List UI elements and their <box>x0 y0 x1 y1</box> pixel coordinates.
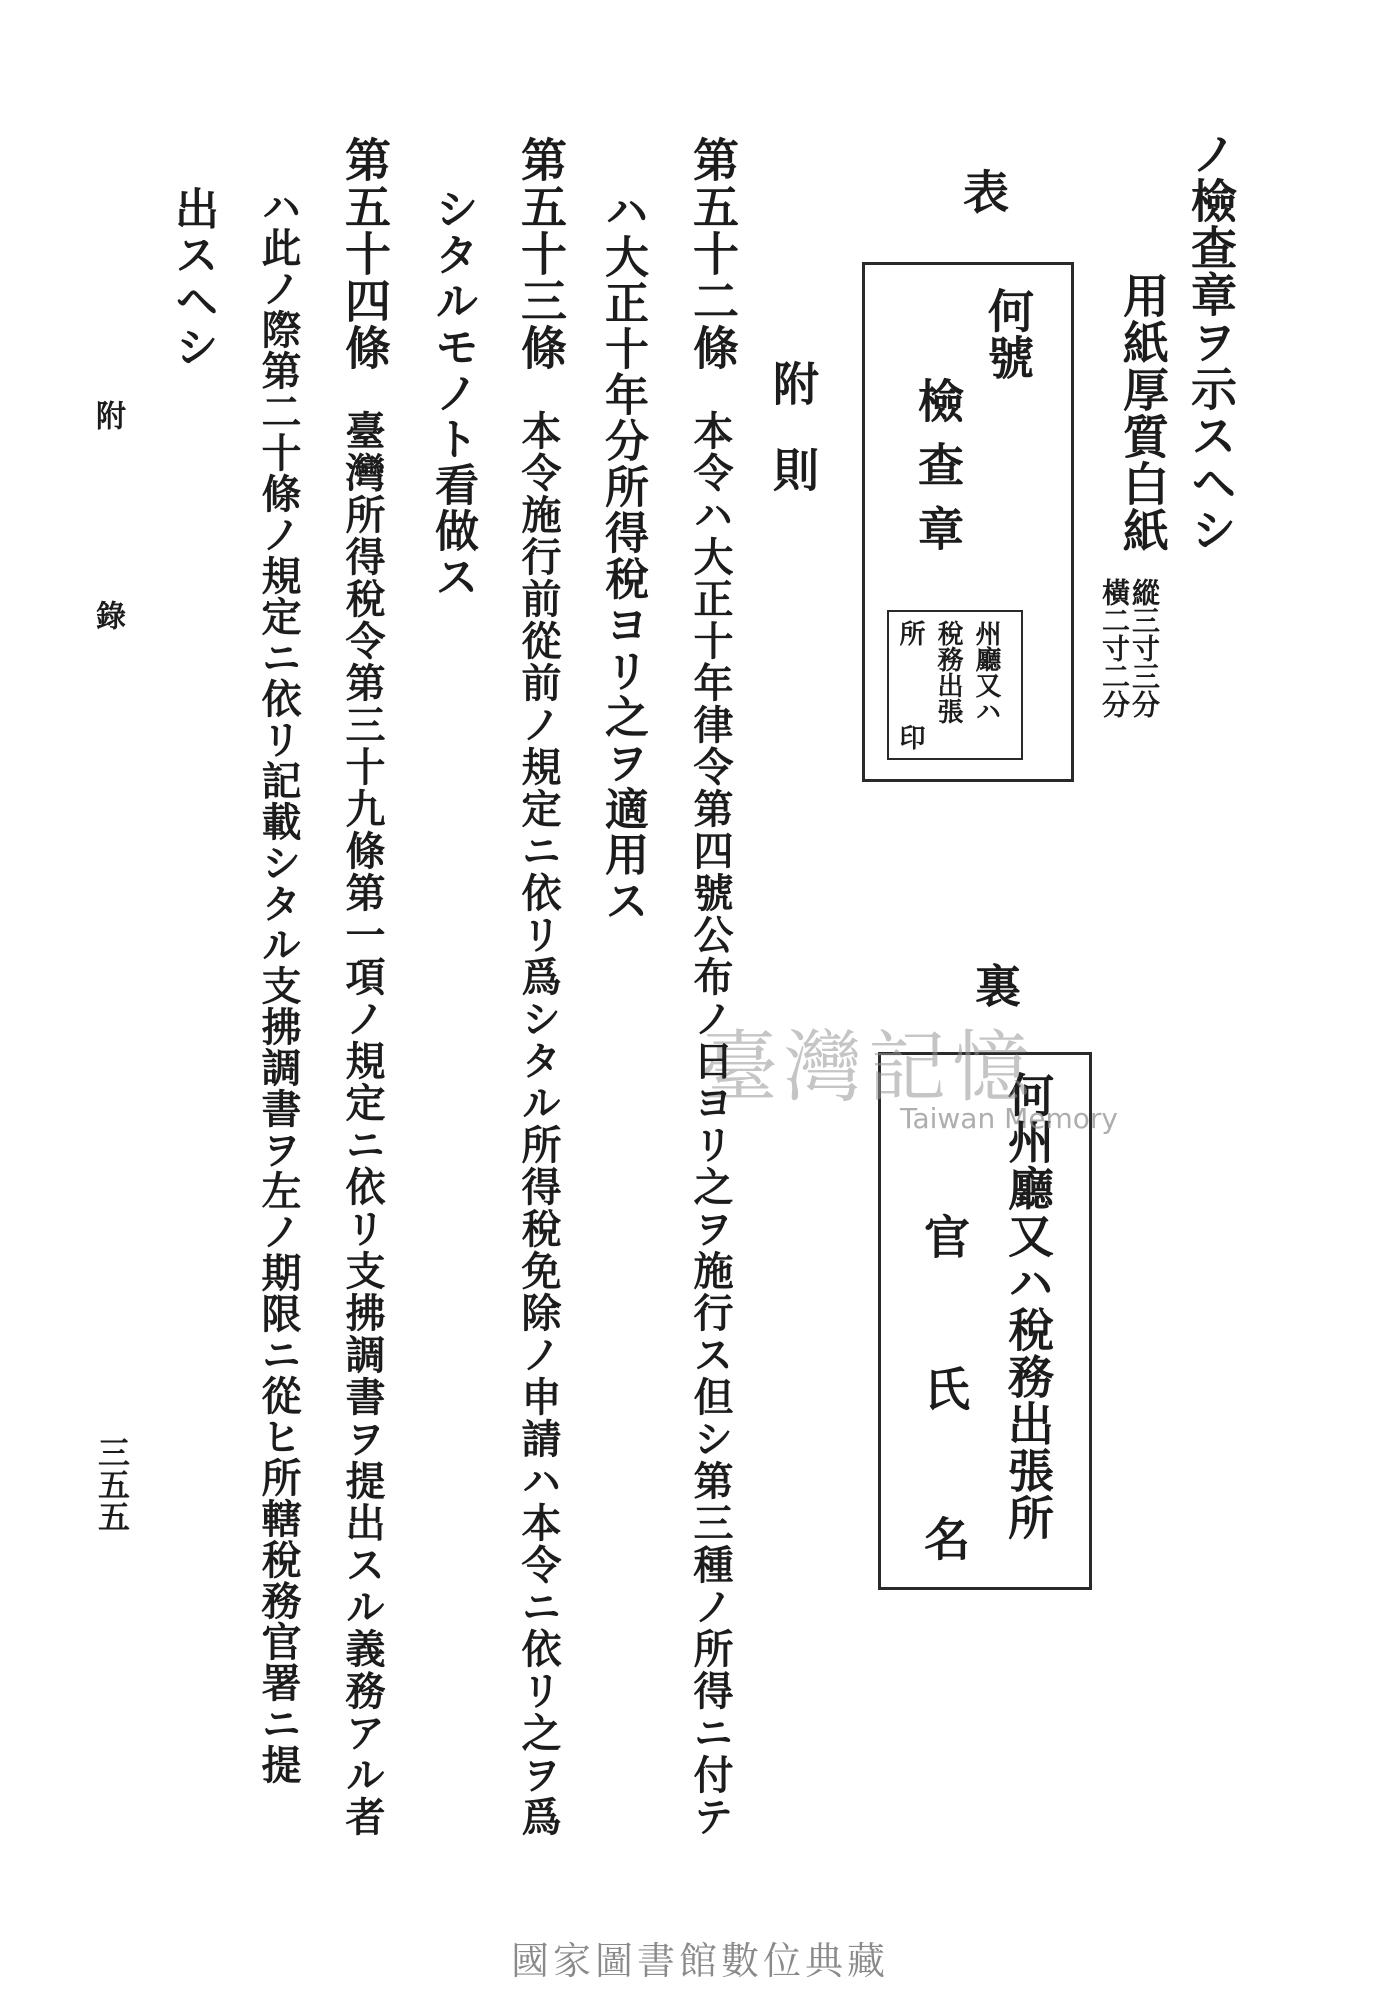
front-number: 何號 <box>981 287 1035 381</box>
art53-heading: 第五十三條 <box>514 136 568 371</box>
size-horizontal: 橫二寸二分 <box>1098 578 1131 718</box>
art54-text3: 出スヘシ <box>167 186 218 370</box>
supplementary-heading: 附則 <box>766 360 820 532</box>
back-name-label-a: 氏 <box>917 1365 971 1412</box>
footer-collection: 國家圖書館數位典藏 <box>510 1939 889 1983</box>
art52-text1: 本令ハ大正十年律令第四號公布ノ日ヨリ之ヲ施行ス但シ第三種ノ所得ニ付テ <box>687 410 734 1838</box>
art52-heading: 第五十二條 <box>686 136 740 371</box>
seal-line3-bottom: 印 <box>895 724 925 750</box>
art53-text2: シタルモノト看做ス <box>427 186 478 600</box>
back-office-name: 何州廳又ハ稅務出張所 <box>1001 1071 1055 1541</box>
front-inspection-seal: 檢查章 <box>911 377 965 569</box>
front-label: 表 <box>956 168 1010 215</box>
art54-heading: 第五十四條 <box>338 136 392 371</box>
watermark-title: 臺灣記憶 <box>700 1023 1037 1113</box>
front-seal-frame <box>887 610 1023 760</box>
margin-section-title: 附 錄 <box>90 400 125 650</box>
art53-text1: 本令施行前從前ノ規定ニ依リ爲シタル所得稅免除ノ申請ハ本令ニ依リ之ヲ爲 <box>515 410 562 1838</box>
front-stamp-box <box>862 262 1074 782</box>
back-official-title: 官 <box>917 1213 971 1260</box>
size-vertical: 縱三寸三分 <box>1128 578 1161 718</box>
paper-label: 用紙厚質白紙 <box>1116 272 1170 554</box>
back-label: 裏 <box>968 962 1022 1009</box>
art54-text2: ハ此ノ際第二十條ノ規定ニ依リ記載シタル支拂調書ヲ左ノ期限ニ從ヒ所轄稅務官署ニ提 <box>255 186 302 1785</box>
header-line1: ノ檢查章ヲ示スヘシ <box>1184 130 1238 553</box>
seal-line3-top: 所 <box>895 620 925 646</box>
back-name-label-b: 名 <box>917 1515 971 1562</box>
seal-line2: 稅務出張 <box>933 620 963 724</box>
page-number: 三五五 <box>93 1436 131 1532</box>
art54-text1: 臺灣所得稅令第三十九條第一項ノ規定ニ依リ支拂調書ヲ提出スル義務アル者 <box>339 410 386 1838</box>
watermark-subtitle: Taiwan Memory <box>900 1102 1118 1135</box>
seal-line1: 州廳又ハ <box>971 620 1001 724</box>
art52-text2: ハ大正十年分所得稅ヨリ之ヲ適用ス <box>597 188 648 924</box>
